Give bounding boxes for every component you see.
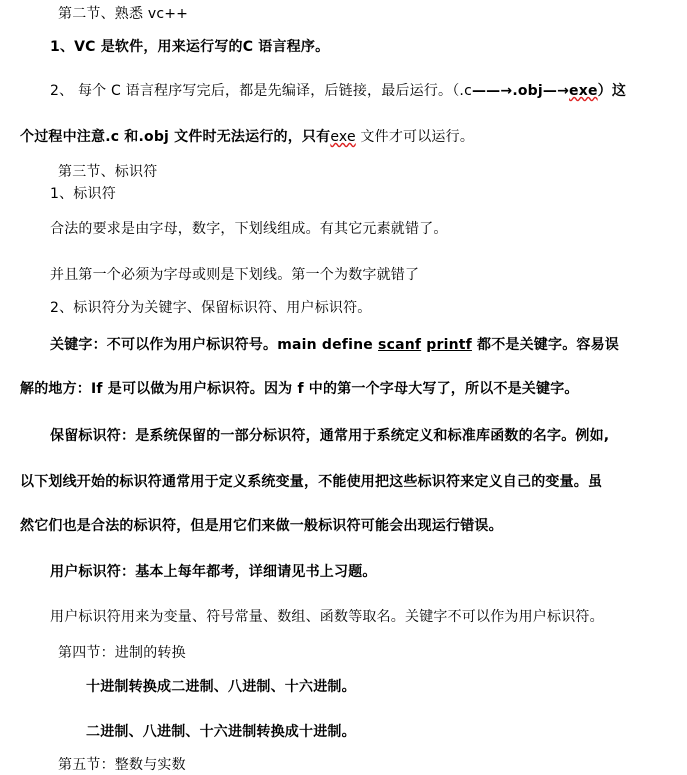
keyword-line1-b: 都不是关键字。容易误 — [471, 337, 620, 353]
section3-p1: 合法的要求是由字母，数字，下划线组成。有其它元素就错了。 — [50, 221, 448, 237]
item2-text-a: 2、 每个 C 语言程序写完后，都是先编译，后链接，最后运行。（.c — [50, 83, 472, 99]
section3-heading: 第三节、标识符 — [58, 164, 158, 180]
keyword-line1 — [50, 335, 619, 355]
section5-heading: 第五节：整数与实数 — [58, 757, 186, 773]
user-identifier-line: 用户标识符：基本上每年都考，详细请见书上习题。 — [50, 564, 377, 580]
section4-line2: 二进制、八进制、十六进制转换成十进制。 — [86, 724, 356, 740]
reserved-line2: 以下划线开始的标识符通常用于定义系统变量，不能使用把这些标识符来定义自己的变量。虽 — [20, 474, 603, 490]
keyword-line2: 解的地方：If 是可以做为用户标识符。因为 f 中的第一个字母大写了，所以不是关键字。 — [20, 381, 579, 397]
section3-sub1: 1、标识符 — [50, 186, 116, 202]
reserved-line3: 然它们也是合法的标识符，但是用它们来做一般标识符可能会出现运行错误。 — [20, 518, 503, 534]
item2-cont-b: exe — [330, 129, 356, 145]
reserved-line1: 保留标识符：是系统保留的一部分标识符，通常用于系统定义和标准库函数的名字。例如, — [50, 428, 610, 444]
section2-item1: 1、VC 是软件，用来运行写的C 语言程序。 — [50, 39, 330, 55]
item2-cont-c: 文件才可以运行。 — [355, 129, 475, 145]
item2-cont-a: 个过程中注意.c 和.obj 文件时无法运行的，只有 — [20, 129, 331, 145]
section3-p2: 并且第一个必须为字母或则是下划线。第一个为数字就错了 — [50, 267, 420, 283]
section2-heading-text: 第二节、熟悉 vc++ — [58, 6, 189, 22]
keyword-scanf: scanf — [378, 337, 422, 353]
section2-heading — [58, 4, 188, 24]
section2-item2-continued — [20, 127, 474, 147]
item2-text-b: .obj — [512, 83, 543, 99]
section2-item2 — [50, 81, 626, 101]
section3-sub2: 2、标识符分为关键字、保留标识符、用户标识符。 — [50, 300, 372, 316]
item2-arrow1: ——→ — [471, 83, 513, 99]
section4-line1: 十进制转换成二进制、八进制、十六进制。 — [86, 679, 356, 695]
keyword-printf: printf — [426, 337, 472, 353]
item2-text-c: exe — [569, 83, 598, 99]
item2-arrow2: —→ — [542, 83, 570, 99]
item2-text-d: ）这 — [597, 83, 627, 99]
section4-heading: 第四节：进制的转换 — [58, 645, 186, 661]
keyword-line1-a: 关键字：不可以作为用户标识符号。main define — [50, 337, 379, 353]
user-identifier-usage: 用户标识符用来为变量、符号常量、数组、函数等取名。关键字不可以作为用户标识符。 — [50, 609, 604, 625]
